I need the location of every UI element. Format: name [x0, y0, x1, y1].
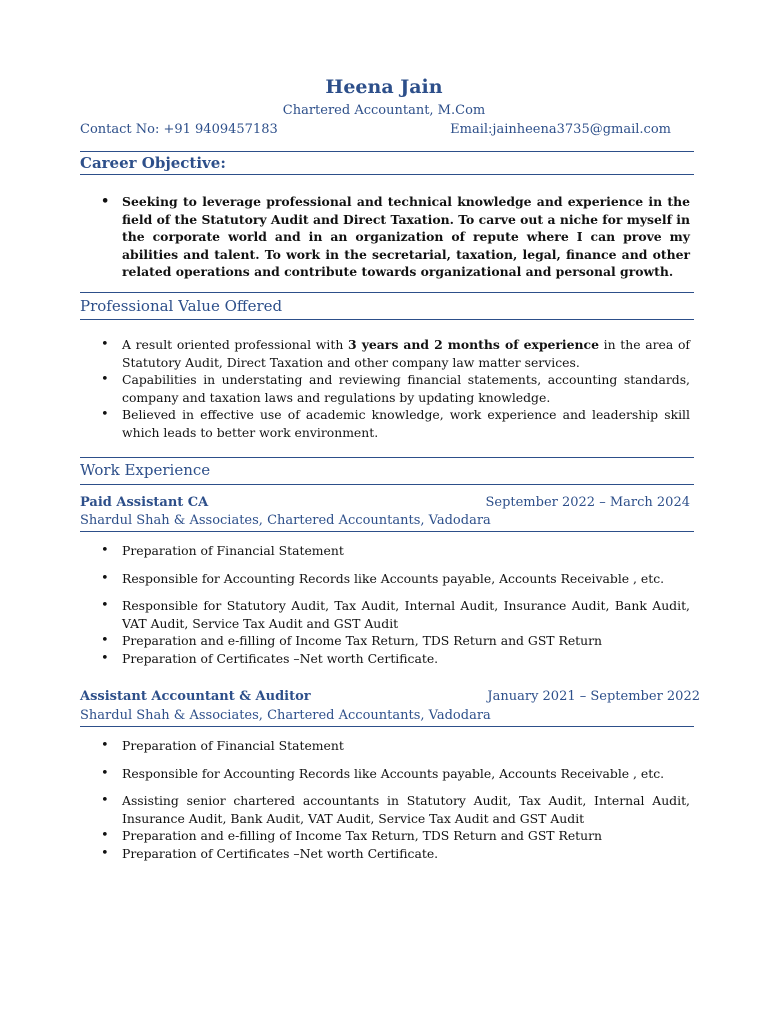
list-item: • Responsible for Accounting Records like Accounts payable, Accounts Receivable , etc. [80, 765, 690, 783]
email-address: Email:jainheena3735@gmail.com [450, 122, 671, 137]
career-objective-list [80, 193, 690, 281]
list-item: • Believed in effective use of academic knowledge, work experience and leadership skill which leads to better work environment. [80, 406, 690, 441]
list-item-text: A result oriented professional with [122, 337, 349, 352]
list-item [80, 336, 690, 371]
list-item: • Preparation and e-filling of Income Tax Return, TDS Return and GST Return [80, 632, 690, 650]
contact-number: Contact No: +91 9409457183 [80, 122, 278, 137]
section-divider [80, 457, 694, 458]
list-item: • Preparation of Certificates –Net worth Certificate. [80, 845, 690, 863]
list-item: • Preparation and e-filling of Income Tax Return, TDS Return and GST Return [80, 827, 690, 845]
section-divider [80, 726, 694, 727]
list-item: • Preparation of Financial Statement [80, 737, 690, 755]
job-company: Shardul Shah & Associates, Chartered Accountants, Vadodara [80, 708, 491, 723]
list-item: • Responsible for Accounting Records like Accounts payable, Accounts Receivable , etc. [80, 570, 690, 588]
value-offered-list [80, 336, 690, 442]
section-divider [80, 531, 694, 532]
list-item: • Responsible for Statutory Audit, Tax Audit, Internal Audit, Insurance Audit, Bank Audit, VAT Audit, Service Tax Audit and GST Audit [80, 597, 690, 632]
job-duties-list [80, 542, 690, 668]
list-item: • Preparation of Certificates –Net worth Certificate. [80, 650, 690, 668]
section-divider [80, 292, 694, 293]
experience-duration: 3 years and 2 months of experience [348, 337, 599, 352]
section-divider [80, 174, 694, 175]
section-divider [80, 151, 694, 152]
list-item: • Preparation of Financial Statement [80, 542, 690, 560]
job-duties-list [80, 737, 690, 863]
job-dates: September 2022 – March 2024 [485, 495, 690, 510]
list-item: • Capabilities in understating and reviewing financial statements, accounting standards, company and taxation laws and regulations by updating knowledge. [80, 371, 690, 406]
list-item: • Assisting senior chartered accountants in Statutory Audit, Tax Audit, Internal Audit, Insurance Audit, Bank Audit, VAT Audit, Service Tax Audit and GST Audit [80, 792, 690, 827]
work-experience-heading: Work Experience [80, 461, 211, 479]
list-item: • Seeking to leverage professional and technical knowledge and experience in the field of the Statutory Audit and Direct Taxation. To carve out a niche for myself in the corporate world and in an organization of repute where I can prove my abilities and talent. To work in the secretarial, taxation, legal, finance and other related operations and contribute towards organizational and personal growth. [80, 193, 690, 281]
list-item-text: in the area of Statutory Audit, Direct Taxation and other company law matter services. [122, 337, 690, 370]
value-offered-heading: Professional Value Offered [80, 297, 283, 315]
section-divider [80, 319, 694, 320]
section-divider [80, 484, 694, 485]
career-objective-heading: Career Objective: [80, 154, 226, 172]
job-dates: January 2021 – September 2022 [487, 689, 700, 704]
candidate-qualification: Chartered Accountant, M.Com [282, 103, 486, 118]
candidate-name: Heena Jain [325, 76, 443, 98]
job-title: Paid Assistant CA [80, 495, 209, 510]
job-company: Shardul Shah & Associates, Chartered Accountants, Vadodara [80, 513, 491, 528]
job-title: Assistant Accountant & Auditor [80, 689, 311, 704]
